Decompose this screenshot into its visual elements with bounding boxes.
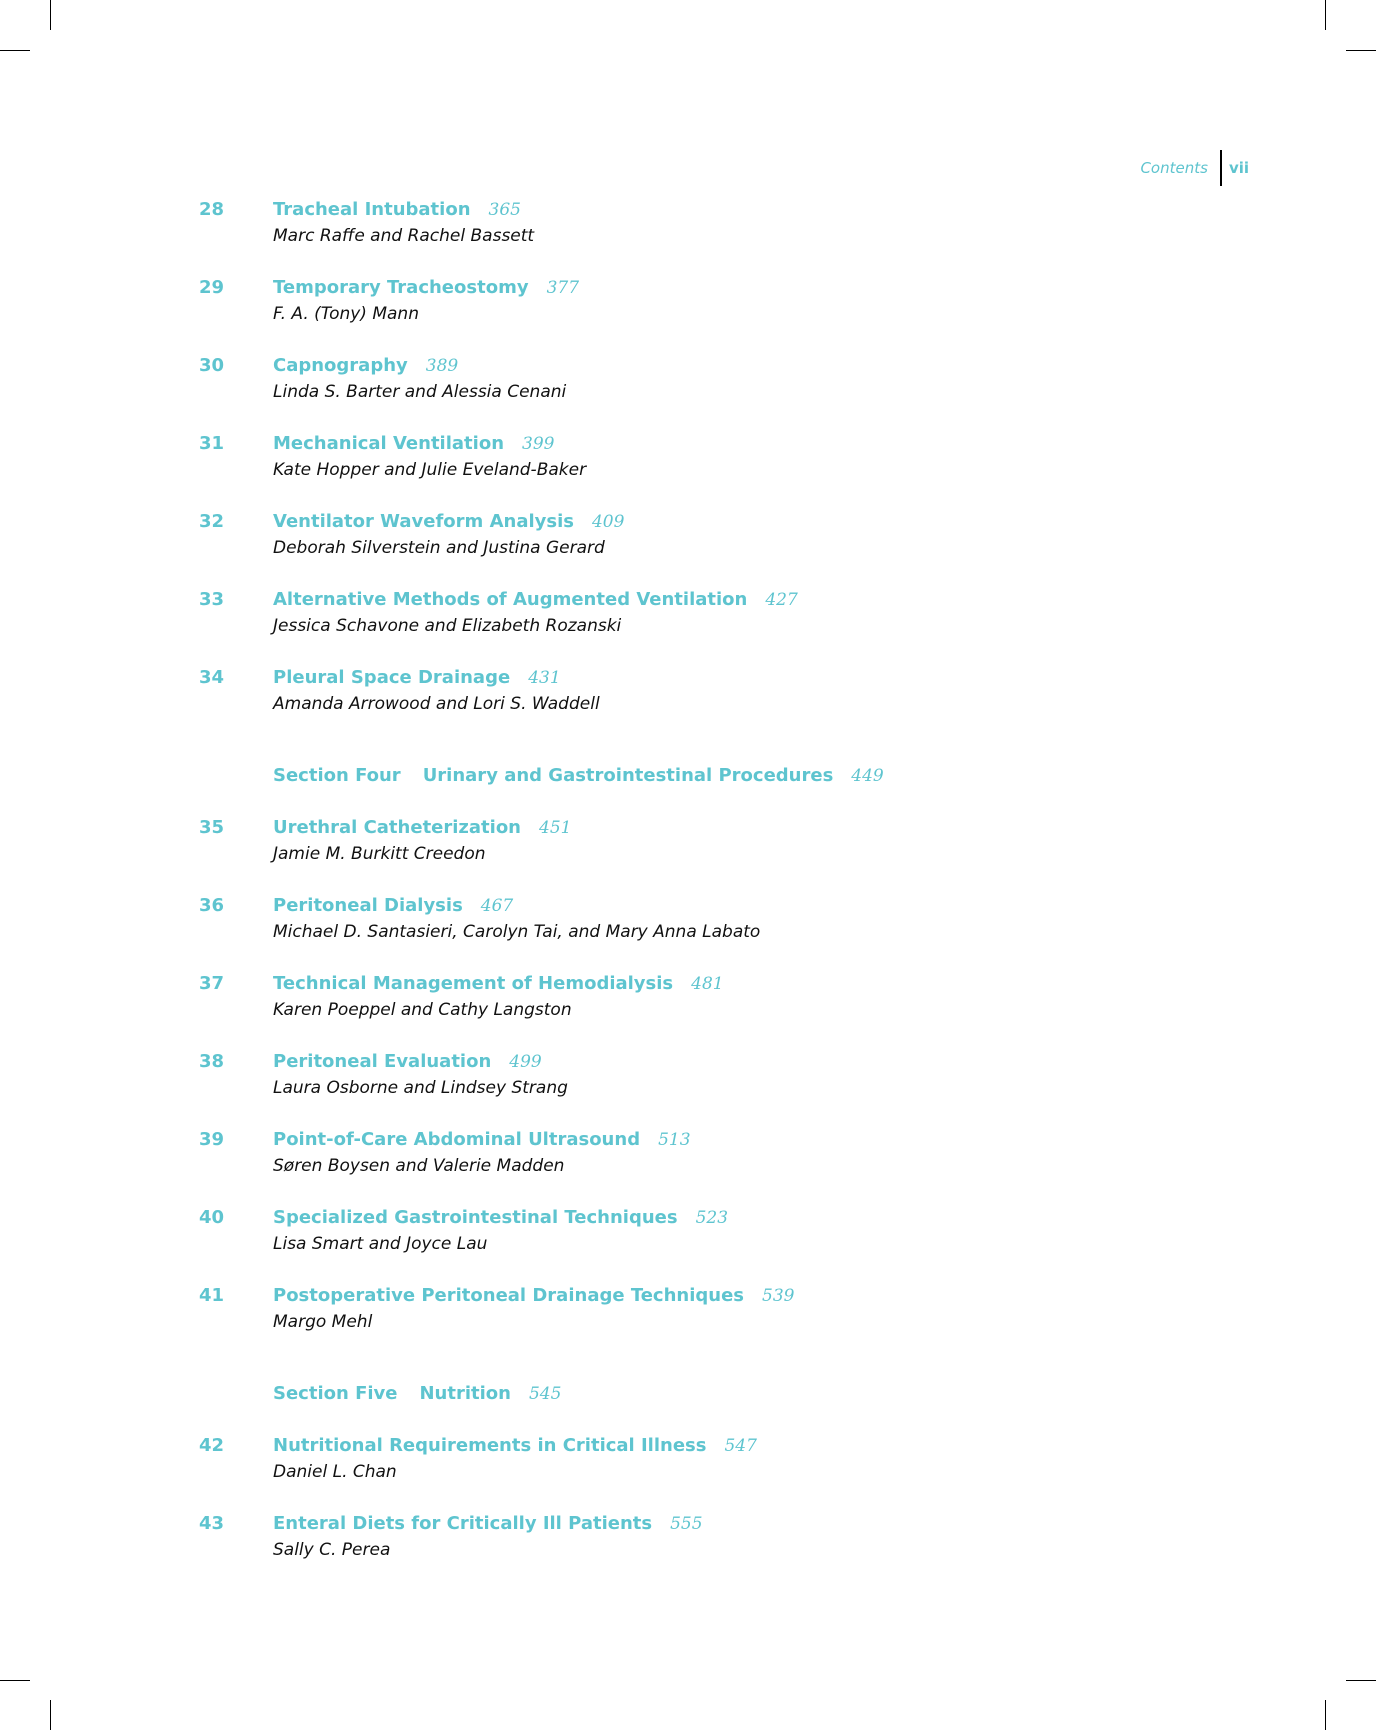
chapter-title[interactable]: Enteral Diets for Critically Ill Patients (273, 1513, 653, 1534)
running-header (1140, 150, 1249, 186)
chapter-page-number: 481 (691, 974, 724, 994)
chapter-page-number: 555 (670, 1514, 703, 1534)
chapter-number: 34 (199, 667, 225, 688)
table-of-contents (199, 199, 1199, 1591)
chapter-title[interactable]: Peritoneal Evaluation (273, 1051, 492, 1072)
chapter-authors: Marc Raffe and Rachel Bassett (273, 226, 535, 246)
crop-mark (0, 50, 30, 51)
section-label: Section Four (273, 765, 401, 786)
chapter-number: 32 (199, 511, 225, 532)
chapter-page-number: 365 (488, 200, 521, 220)
crop-mark (1325, 1700, 1326, 1730)
chapter-entry (199, 667, 1199, 745)
chapter-entry (199, 1513, 1199, 1591)
chapter-page-number: 513 (658, 1130, 691, 1150)
chapter-title[interactable]: Urethral Catheterization (273, 817, 522, 838)
chapter-title[interactable]: Pleural Space Drainage (273, 667, 511, 688)
crop-mark (1325, 0, 1326, 30)
chapter-authors: Jessica Schavone and Elizabeth Rozanski (273, 616, 622, 636)
chapter-title[interactable]: Alternative Methods of Augmented Ventilation (273, 589, 748, 610)
section-label: Section Five (273, 1383, 398, 1404)
chapter-entry (199, 973, 1199, 1051)
chapter-title[interactable]: Peritoneal Dialysis (273, 895, 463, 916)
chapter-authors: Søren Boysen and Valerie Madden (273, 1156, 565, 1176)
chapter-number: 28 (199, 199, 225, 220)
chapter-entry (199, 355, 1199, 433)
chapter-page-number: 539 (762, 1286, 795, 1306)
chapter-authors: Lisa Smart and Joyce Lau (273, 1234, 488, 1254)
chapter-entry (199, 1435, 1199, 1513)
chapter-authors: Amanda Arrowood and Lori S. Waddell (273, 694, 600, 714)
chapter-authors: F. A. (Tony) Mann (273, 304, 419, 324)
chapter-page-number: 523 (695, 1208, 729, 1228)
chapter-title[interactable]: Temporary Tracheostomy (273, 277, 529, 298)
chapter-entry (199, 1129, 1199, 1207)
section-title[interactable]: Urinary and Gastrointestinal Procedures (422, 765, 834, 786)
chapter-number: 42 (199, 1435, 225, 1456)
chapter-number: 33 (199, 589, 225, 610)
chapter-authors: Sally C. Perea (273, 1540, 391, 1560)
chapter-authors: Laura Osborne and Lindsey Strang (273, 1078, 568, 1098)
chapter-page-number: 409 (591, 512, 625, 532)
chapter-entry (199, 1285, 1199, 1363)
section-page-number: 449 (851, 766, 884, 786)
chapter-title[interactable]: Nutritional Requirements in Critical Illness (273, 1435, 707, 1456)
chapter-number: 39 (199, 1129, 225, 1150)
chapter-entry (199, 511, 1199, 589)
chapter-title[interactable]: Technical Management of Hemodialysis (273, 973, 674, 994)
section-heading (199, 765, 1199, 817)
chapter-number: 29 (199, 277, 225, 298)
chapter-number: 30 (199, 355, 225, 376)
chapter-authors: Kate Hopper and Julie Eveland-Baker (273, 460, 587, 480)
section-title[interactable]: Nutrition (419, 1383, 511, 1404)
crop-mark (1346, 1680, 1376, 1681)
crop-mark (50, 0, 51, 30)
chapter-number: 36 (199, 895, 225, 916)
chapter-number: 43 (199, 1513, 225, 1534)
chapter-entry (199, 1051, 1199, 1129)
chapter-title[interactable]: Postoperative Peritoneal Drainage Techniques (273, 1285, 745, 1306)
chapter-authors: Linda S. Barter and Alessia Cenani (273, 382, 567, 402)
section-heading (199, 1383, 1199, 1435)
chapter-page-number: 377 (546, 278, 580, 298)
chapter-authors: Karen Poeppel and Cathy Langston (273, 1000, 572, 1020)
chapter-title[interactable]: Specialized Gastrointestinal Techniques (273, 1207, 678, 1228)
chapter-entry (199, 589, 1199, 667)
chapter-page-number: 451 (539, 818, 572, 838)
chapter-title[interactable]: Ventilator Waveform Analysis (273, 511, 574, 532)
crop-mark (0, 1680, 30, 1681)
chapter-number: 31 (199, 433, 225, 454)
chapter-authors: Michael D. Santasieri, Carolyn Tai, and Mary Anna Labato (273, 922, 761, 942)
chapter-page-number: 547 (724, 1436, 757, 1456)
chapter-number: 40 (199, 1207, 225, 1228)
chapter-authors: Deborah Silverstein and Justina Gerard (273, 538, 605, 558)
chapter-page-number: 467 (480, 896, 514, 916)
chapter-title[interactable]: Point-of-Care Abdominal Ultrasound (273, 1129, 641, 1150)
chapter-number: 35 (199, 817, 225, 838)
section-page-number: 545 (528, 1384, 562, 1404)
header-divider (1220, 150, 1222, 186)
chapter-title[interactable]: Mechanical Ventilation (273, 433, 505, 454)
chapter-page-number: 431 (528, 668, 561, 688)
chapter-number: 41 (199, 1285, 225, 1306)
chapter-title[interactable]: Capnography (273, 355, 408, 376)
crop-mark (50, 1700, 51, 1730)
chapter-authors: Margo Mehl (273, 1312, 373, 1332)
chapter-authors: Daniel L. Chan (273, 1462, 397, 1482)
chapter-entry (199, 433, 1199, 511)
crop-mark (1346, 50, 1376, 51)
chapter-page-number: 427 (765, 590, 798, 610)
running-header-label: Contents (1140, 159, 1208, 177)
chapter-authors: Jamie M. Burkitt Creedon (273, 844, 486, 864)
chapter-entry (199, 1207, 1199, 1285)
page-number: vii (1228, 159, 1249, 177)
chapter-page-number: 389 (425, 356, 459, 376)
chapter-entry (199, 277, 1199, 355)
chapter-number: 38 (199, 1051, 225, 1072)
chapter-entry (199, 199, 1199, 277)
chapter-page-number: 399 (522, 434, 555, 454)
chapter-title[interactable]: Tracheal Intubation (273, 199, 471, 220)
chapter-page-number: 499 (509, 1052, 542, 1072)
chapter-entry (199, 895, 1199, 973)
chapter-entry (199, 817, 1199, 895)
chapter-number: 37 (199, 973, 225, 994)
